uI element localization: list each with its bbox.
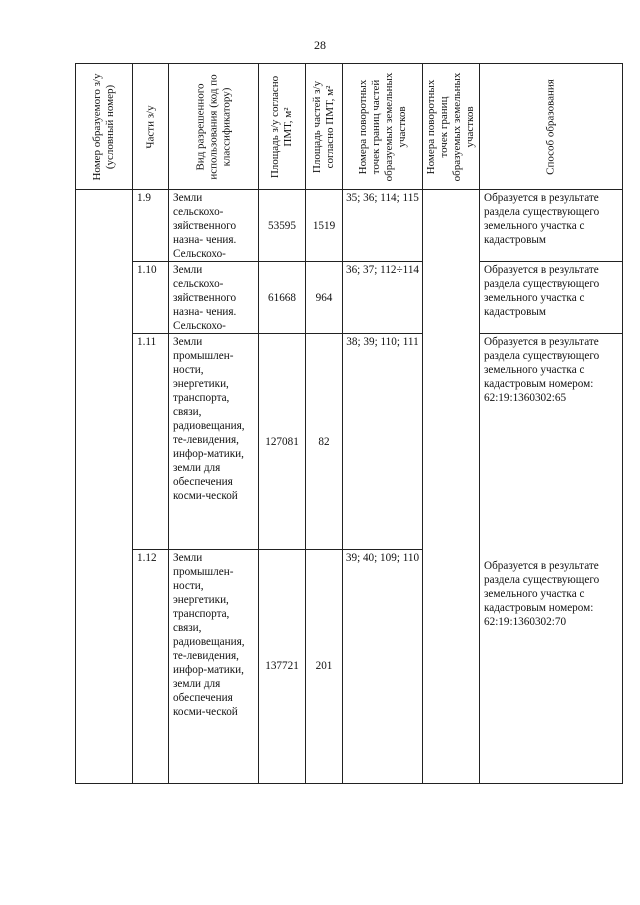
table-row [76, 550, 623, 784]
table-header-row [76, 64, 623, 190]
points-cell: 35; 36; 114; 115 [343, 190, 423, 262]
area-cell: 127081 [259, 334, 306, 550]
part-area-cell: 201 [306, 550, 343, 784]
table-row [76, 262, 623, 334]
page-number: 28 [314, 38, 326, 52]
header-permitted-use: Вид разрешенного использования (код по классификатору) [169, 64, 259, 190]
method-cell: Образуется в результате раздела существующего земельного участка с кадастровым [480, 262, 623, 334]
part-cell: 1.11 [133, 334, 169, 550]
header-plot-number: Номер образуемого з/у (условный номер) [76, 64, 133, 190]
header-parts: Части з/у [133, 64, 169, 190]
header-formation-method: Способ образования [480, 64, 623, 190]
use-cell: Земли промышлен-ности, энергетики, транспорта, связи, радиовещания, те-левидения, инфор-матики, земли для обеспечения косми-ческой [169, 334, 259, 550]
method-cell: Образуется в результате раздела существующего земельного участка с кадастровым номером: 62:19:1360302:70 [480, 550, 623, 784]
use-cell: Земли сельскохо-зяйственного назна- чения. Сельскохо- [169, 190, 259, 262]
table-row [76, 334, 623, 550]
area-cell: 53595 [259, 190, 306, 262]
table-row [76, 190, 623, 262]
points-cell: 36; 37; 112÷114 [343, 262, 423, 334]
method-cell: Образуется в результате раздела существующего земельного участка с кадастровым [480, 190, 623, 262]
points-cell: 38; 39; 110; 111 [343, 334, 423, 550]
part-cell: 1.12 [133, 550, 169, 784]
part-area-cell: 82 [306, 334, 343, 550]
part-area-cell: 1519 [306, 190, 343, 262]
area-cell: 61668 [259, 262, 306, 334]
header-plot-points: Номера поворотных точек границ образуемых земельных участков [423, 64, 480, 190]
points-cell: 39; 40; 109; 110 [343, 550, 423, 784]
header-part-points: Номера поворотных точек границ частей образуемых земельных участков [343, 64, 423, 190]
land-plots-table [75, 63, 623, 784]
part-cell: 1.10 [133, 262, 169, 334]
use-cell: Земли сельскохо-зяйственного назна- чения. Сельскохо- [169, 262, 259, 334]
plot-points-cell [423, 190, 480, 784]
method-cell: Образуется в результате раздела существующего земельного участка с кадастровым номером: 62:19:1360302:65 [480, 334, 623, 550]
area-cell: 137721 [259, 550, 306, 784]
header-plot-area: Площадь з/у согласно ПМТ, м² [259, 64, 306, 190]
part-cell: 1.9 [133, 190, 169, 262]
part-area-cell: 964 [306, 262, 343, 334]
plot-number-cell [76, 190, 133, 784]
header-part-area: Площадь частей з/у согласно ПМТ, м² [306, 64, 343, 190]
use-cell: Земли промышлен-ности, энергетики, транспорта, связи, радиовещания, те-левидения, инфор-матики, земли для обеспечения косми-ческой [169, 550, 259, 784]
